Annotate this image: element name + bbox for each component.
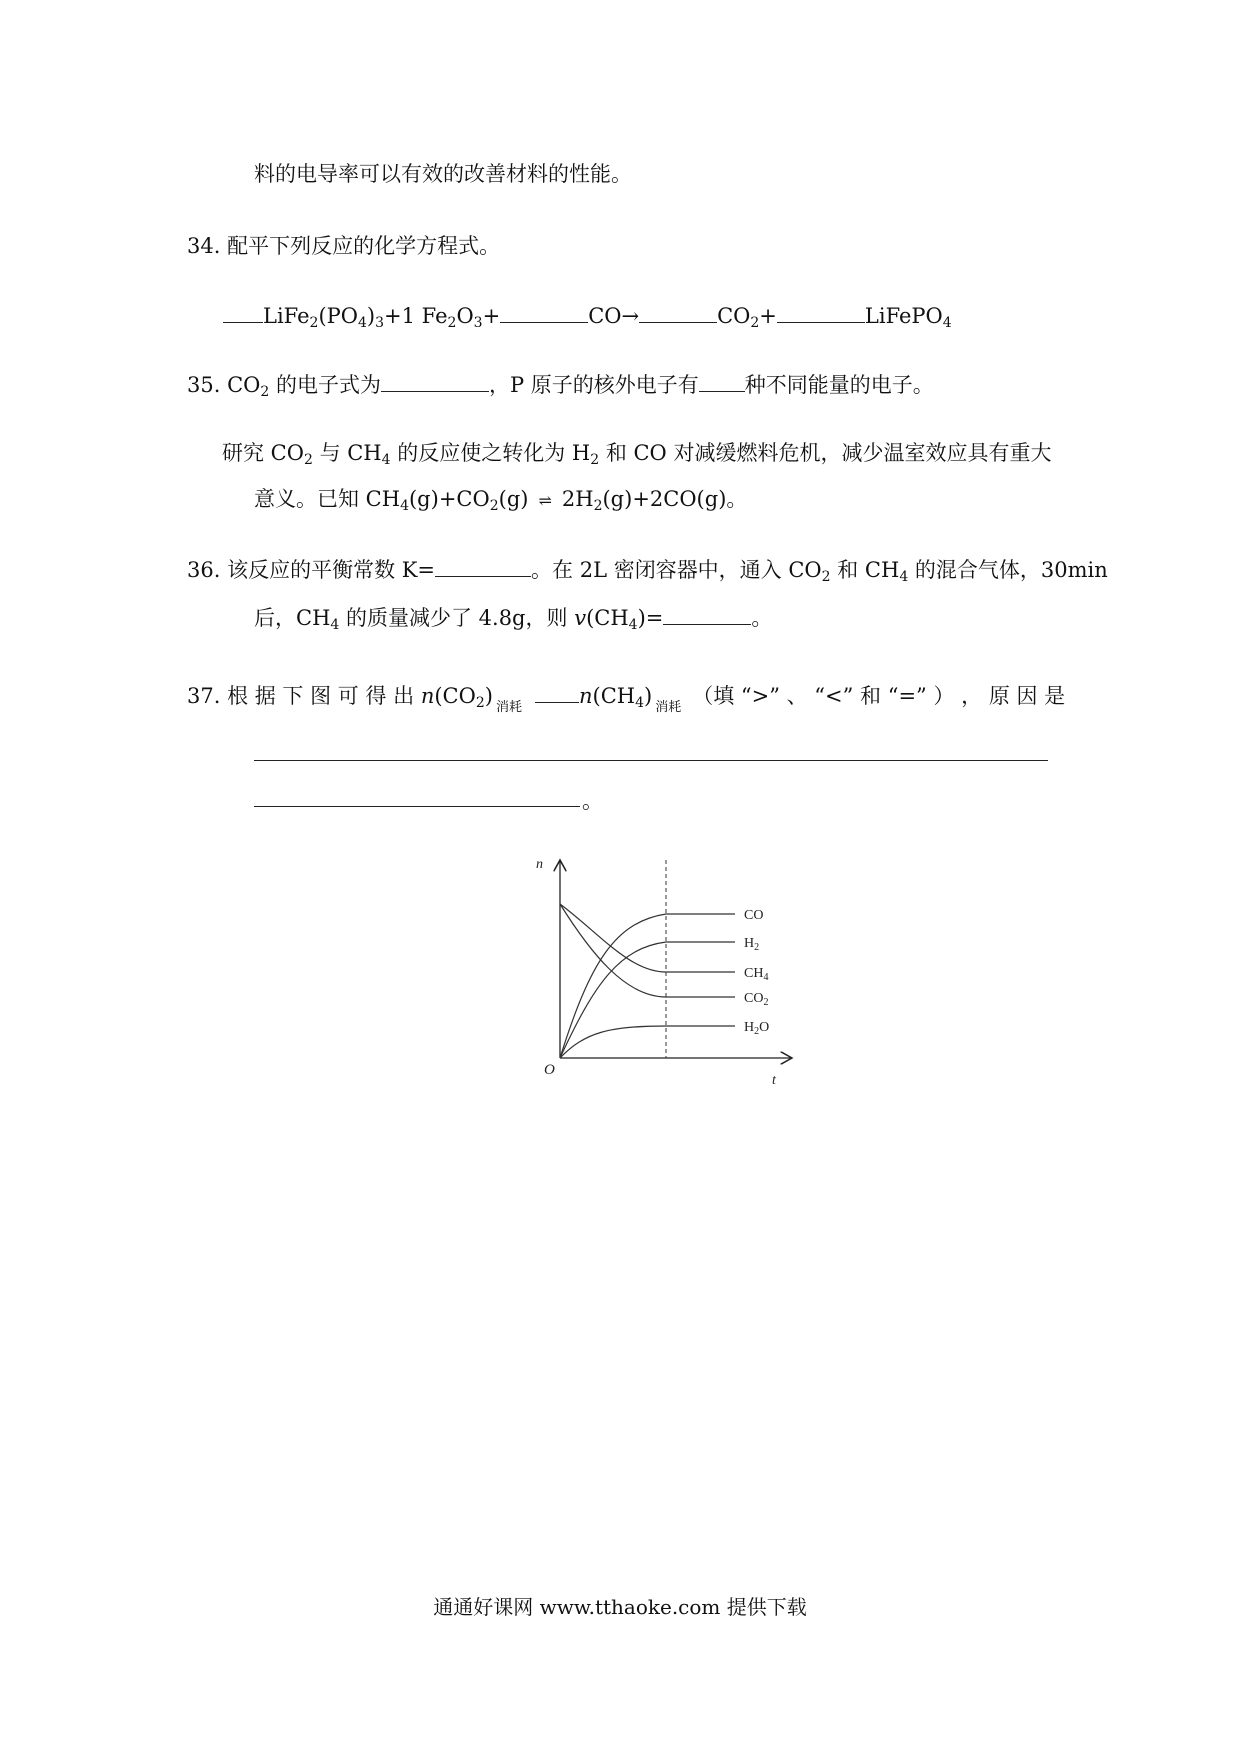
eq-text: + <box>482 304 501 328</box>
q36-text: 。 <box>751 606 773 630</box>
question-34-text: 34. 配平下列反应的化学方程式。 <box>187 234 501 258</box>
eq-text: CO <box>717 304 751 328</box>
blank-electron-formula[interactable] <box>381 371 489 392</box>
q37-text: ) <box>644 684 653 708</box>
question-36 <box>187 555 1108 585</box>
eq-text: + <box>759 304 777 328</box>
q35-text: ，P 原子的核外电子有 <box>488 373 699 397</box>
intro-text: (g) <box>498 487 529 511</box>
q35-text: 的电子式为 <box>269 373 381 397</box>
question-34 <box>187 231 500 261</box>
eq-text: +1 Fe <box>384 304 448 328</box>
legend-co2: $CO_2$ <box>744 991 769 1008</box>
legend-ch4: $CH_4$ <box>744 966 769 983</box>
eq-sub: 2 <box>447 315 457 331</box>
blank-lifepo4[interactable] <box>777 302 865 323</box>
answer-line-2[interactable] <box>254 806 580 807</box>
reaction-graph <box>530 852 820 1100</box>
eq-text: LiFePO <box>864 304 943 328</box>
blank-co2[interactable] <box>639 302 717 323</box>
intro-line-1 <box>222 438 1051 468</box>
eq-text: LiFe <box>263 304 310 328</box>
blank-co[interactable] <box>500 302 588 323</box>
question-35 <box>187 370 934 400</box>
q37-italic: n <box>420 684 435 708</box>
blank-rate[interactable] <box>663 604 751 625</box>
q36-text: 36. 该反应的平衡常数 K= <box>187 558 436 582</box>
eq-sub: 2 <box>309 315 319 331</box>
legend-h2: $H_2$ <box>744 936 760 953</box>
q37-text: （填 “>” 、 “<” 和 “=” ） ， 原 因 是 <box>692 684 1066 708</box>
intro-text: 和 CO 对减缓燃料危机，减少温室效应具有重大 <box>599 441 1052 465</box>
intro-sub: 4 <box>381 452 391 468</box>
continuation-text: 料的电导率可以有效的改善材料的性能。 <box>254 162 632 186</box>
q36-sub: 4 <box>330 617 340 633</box>
q36-text: 的质量减少了 4.8g，则 <box>339 606 575 630</box>
q36-text: (CH <box>586 606 629 630</box>
intro-text: 与 CH <box>312 441 382 465</box>
eq-text: O <box>456 304 474 328</box>
footer <box>0 1592 1240 1622</box>
eq-sub: 3 <box>375 315 385 331</box>
equilibrium-arrow-icon: ⇌ <box>538 491 552 510</box>
q37-sub: 2 <box>475 695 485 711</box>
answer-line-1[interactable] <box>254 760 1048 761</box>
q36-sub: 4 <box>628 617 638 633</box>
intro-text: 意义。已知 CH <box>254 487 401 511</box>
q36-text: 的混合气体，30min <box>908 558 1108 582</box>
question-37 <box>187 681 1066 715</box>
intro-text: (g)+2CO(g)。 <box>602 487 748 511</box>
blank-lifephosphate[interactable] <box>223 302 263 323</box>
eq-text: CO→ <box>588 304 640 328</box>
period-text: 。 <box>582 789 603 813</box>
q37-sub: 4 <box>635 695 644 711</box>
q36-sub: 2 <box>821 569 831 585</box>
eq-sub: 3 <box>473 315 483 331</box>
intro-sub: 2 <box>593 498 603 514</box>
eq-sub: 2 <box>750 315 760 331</box>
eq-text: (PO <box>318 304 358 328</box>
equation-34 <box>223 301 952 331</box>
intro-text: 的反应使之转化为 H <box>390 441 591 465</box>
q35-sub: 2 <box>260 384 270 400</box>
curve-co2 <box>560 904 735 997</box>
x-axis-label: t <box>772 1073 776 1088</box>
q36-text: )= <box>637 606 664 630</box>
q35-text: 35. CO <box>187 373 261 397</box>
answer-line-end <box>582 786 603 816</box>
continuation-line <box>254 159 632 189</box>
blank-energy-levels[interactable] <box>699 371 745 392</box>
intro-sub: 2 <box>489 498 499 514</box>
origin-label: O <box>544 1062 555 1078</box>
question-36-line-2 <box>254 603 772 633</box>
q36-text: 和 CH <box>830 558 900 582</box>
legend-co: CO <box>744 908 764 923</box>
y-axis-label: n <box>536 857 543 872</box>
q37-subscript-label: 消耗 <box>495 700 522 715</box>
curve-co <box>560 914 735 1058</box>
intro-text: (g)+CO <box>408 487 490 511</box>
blank-k[interactable] <box>435 556 531 577</box>
footer-text: 通通好课网 www.tthaoke.com 提供下载 <box>433 1595 807 1619</box>
curve-h2o <box>560 1026 735 1058</box>
q36-sub: 4 <box>899 569 909 585</box>
curves <box>560 904 735 1058</box>
intro-text: 研究 CO <box>222 441 304 465</box>
intro-sub: 2 <box>590 452 600 468</box>
eq-sub: 4 <box>357 315 367 331</box>
blank-comparison[interactable] <box>535 682 579 703</box>
q37-italic: n <box>578 684 593 708</box>
q36-text: 。在 2L 密闭容器中，通入 CO <box>531 558 822 582</box>
q37-text: 37. 根 据 下 图 可 得 出 <box>187 684 421 708</box>
legend-h2o: $H_2O$ <box>744 1020 770 1037</box>
q37-text: (CH <box>592 684 636 708</box>
curve-h2 <box>560 942 735 1058</box>
intro-line-2 <box>254 484 747 516</box>
intro-sub: 4 <box>400 498 409 514</box>
eq-text: ) <box>366 304 376 328</box>
eq-sub: 4 <box>942 315 952 331</box>
q37-subscript-label: 消耗 <box>655 700 682 715</box>
intro-text: 2H <box>561 487 594 511</box>
q37-text: ) <box>484 684 493 708</box>
intro-sub: 2 <box>303 452 313 468</box>
q36-text: 后，CH <box>254 606 331 630</box>
q37-text: (CO <box>434 684 476 708</box>
q36-italic: v <box>574 606 587 630</box>
q35-text: 种不同能量的电子。 <box>744 373 934 397</box>
